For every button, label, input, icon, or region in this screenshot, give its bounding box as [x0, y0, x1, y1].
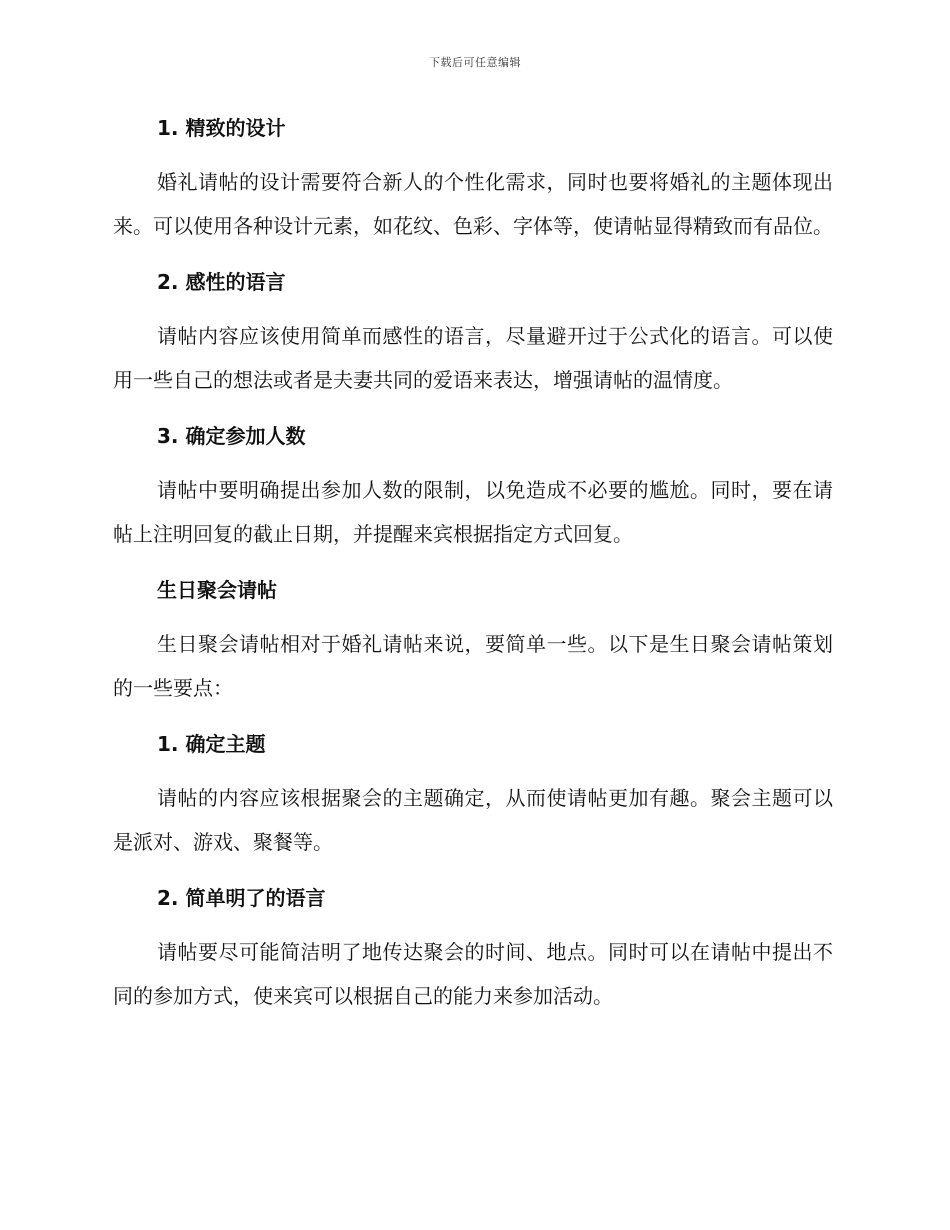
page-header: 下载后可任意编辑 [429, 56, 521, 69]
section-heading: 2. 感性的语言 [157, 270, 286, 294]
section-paragraph: 生日聚会请帖相对于婚礼请帖来说，要简单一些。以下是生日聚会请帖策划的一些要点： [113, 632, 833, 700]
section-paragraph: 请帖内容应该使用简单而感性的语言，尽量避开过于公式化的语言。可以使用一些自己的想法或者是夫妻共同的爱语来表达，增强请帖的温情度。 [113, 324, 833, 392]
section-paragraph: 请帖中要明确提出参加人数的限制，以免造成不必要的尴尬。同时，要在请帖上注明回复的截止日期，并提醒来宾根据指定方式回复。 [113, 478, 833, 546]
section-heading: 1. 精致的设计 [157, 116, 286, 140]
section-paragraph: 婚礼请帖的设计需要符合新人的个性化需求，同时也要将婚礼的主题体现出来。可以使用各种设计元素，如花纹、色彩、字体等，使请帖显得精致而有品位。 [113, 170, 833, 238]
document-body [113, 110, 833, 1018]
section-paragraph: 请帖要尽可能简洁明了地传达聚会的时间、地点。同时可以在请帖中提出不同的参加方式，使来宾可以根据自己的能力来参加活动。 [113, 940, 833, 1008]
section-heading: 3. 确定参加人数 [157, 424, 306, 448]
section-heading: 生日聚会请帖 [157, 578, 277, 602]
section-heading: 1. 确定主题 [157, 732, 266, 756]
section-heading: 2. 简单明了的语言 [157, 886, 326, 910]
section-paragraph: 请帖的内容应该根据聚会的主题确定，从而使请帖更加有趣。聚会主题可以是派对、游戏、聚餐等。 [113, 786, 833, 854]
